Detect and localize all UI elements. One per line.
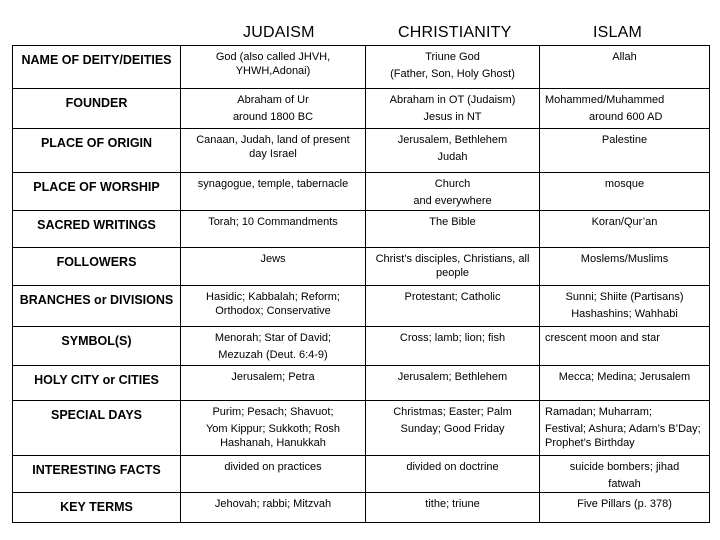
row-label: SACRED WRITINGS	[13, 211, 181, 248]
cell-judaism: synagogue, temple, tabernacle	[181, 173, 366, 211]
table-row	[13, 366, 710, 401]
cell-judaism: Abraham of Ur around 1800 BC	[181, 89, 366, 129]
row-label: SYMBOL(S)	[13, 327, 181, 366]
header-islam: ISLAM	[593, 24, 643, 41]
cell-judaism: Jews	[181, 248, 366, 286]
religion-comparison-table	[12, 45, 710, 523]
cell-christianity: Protestant; Catholic	[366, 286, 540, 327]
cell-judaism: Torah; 10 Commandments	[181, 211, 366, 248]
row-label: SPECIAL DAYS	[13, 401, 181, 456]
table-row	[13, 401, 710, 456]
row-label: BRANCHES or DIVISIONS	[13, 286, 181, 327]
cell-christianity: Christ’s disciples, Christians, all people	[366, 248, 540, 286]
cell-islam: Koran/Qur’an	[540, 211, 710, 248]
row-label: NAME OF DEITY/DEITIES	[13, 46, 181, 89]
cell-christianity: Church and everywhere	[366, 173, 540, 211]
cell-islam: Five Pillars (p. 378)	[540, 493, 710, 523]
table-row	[13, 493, 710, 523]
table-row	[13, 173, 710, 211]
cell-islam: Ramadan; Muharram; Festival; Ashura; Adam’s B’Day; Prophet’s Birthday	[540, 401, 710, 456]
cell-christianity: Jerusalem, Bethlehem Judah	[366, 129, 540, 173]
cell-christianity: Cross; lamb; lion; fish	[366, 327, 540, 366]
cell-islam: crescent moon and star	[540, 327, 710, 366]
cell-islam: mosque	[540, 173, 710, 211]
cell-judaism: Hasidic; Kabbalah; Reform; Orthodox; Conservative	[181, 286, 366, 327]
table-row	[13, 327, 710, 366]
cell-islam: Palestine	[540, 129, 710, 173]
row-label: FOUNDER	[13, 89, 181, 129]
row-label: PLACE OF WORSHIP	[13, 173, 181, 211]
cell-judaism: Jehovah; rabbi; Mitzvah	[181, 493, 366, 523]
table-row	[13, 89, 710, 129]
table-row	[13, 46, 710, 89]
table-row	[13, 456, 710, 493]
row-label: HOLY CITY or CITIES	[13, 366, 181, 401]
cell-islam: Mecca; Medina; Jerusalem	[540, 366, 710, 401]
cell-christianity: tithe; triune	[366, 493, 540, 523]
cell-judaism: God (also called JHVH, YHWH,Adonai)	[181, 46, 366, 89]
cell-judaism: Menorah; Star of David; Mezuzah (Deut. 6:4-9)	[181, 327, 366, 366]
row-label: PLACE OF ORIGIN	[13, 129, 181, 173]
cell-christianity: Triune God (Father, Son, Holy Ghost)	[366, 46, 540, 89]
cell-christianity: Jerusalem; Bethlehem	[366, 366, 540, 401]
header-christianity: CHRISTIANITY	[398, 24, 512, 41]
table-row	[13, 129, 710, 173]
cell-islam: Sunni; Shiite (Partisans) Hashashins; Wahhabi	[540, 286, 710, 327]
cell-judaism: divided on practices	[181, 456, 366, 493]
cell-islam: Allah	[540, 46, 710, 89]
row-label: KEY TERMS	[13, 493, 181, 523]
table-row	[13, 248, 710, 286]
cell-christianity: The Bible	[366, 211, 540, 248]
cell-islam: suicide bombers; jihad fatwah	[540, 456, 710, 493]
table-row	[13, 286, 710, 327]
table-row	[13, 211, 710, 248]
header-judaism: JUDAISM	[243, 24, 315, 41]
cell-christianity: Abraham in OT (Judaism) Jesus in NT	[366, 89, 540, 129]
cell-islam: Mohammed/Muhammed around 600 AD	[540, 89, 710, 129]
cell-judaism: Jerusalem; Petra	[181, 366, 366, 401]
row-label: INTERESTING FACTS	[13, 456, 181, 493]
cell-christianity: divided on doctrine	[366, 456, 540, 493]
cell-christianity: Christmas; Easter; Palm Sunday; Good Friday	[366, 401, 540, 456]
cell-islam: Moslems/Muslims	[540, 248, 710, 286]
cell-judaism: Canaan, Judah, land of present day Israel	[181, 129, 366, 173]
row-label: FOLLOWERS	[13, 248, 181, 286]
cell-judaism: Purim; Pesach; Shavuot; Yom Kippur; Sukkoth; Rosh Hashanah, Hanukkah	[181, 401, 366, 456]
